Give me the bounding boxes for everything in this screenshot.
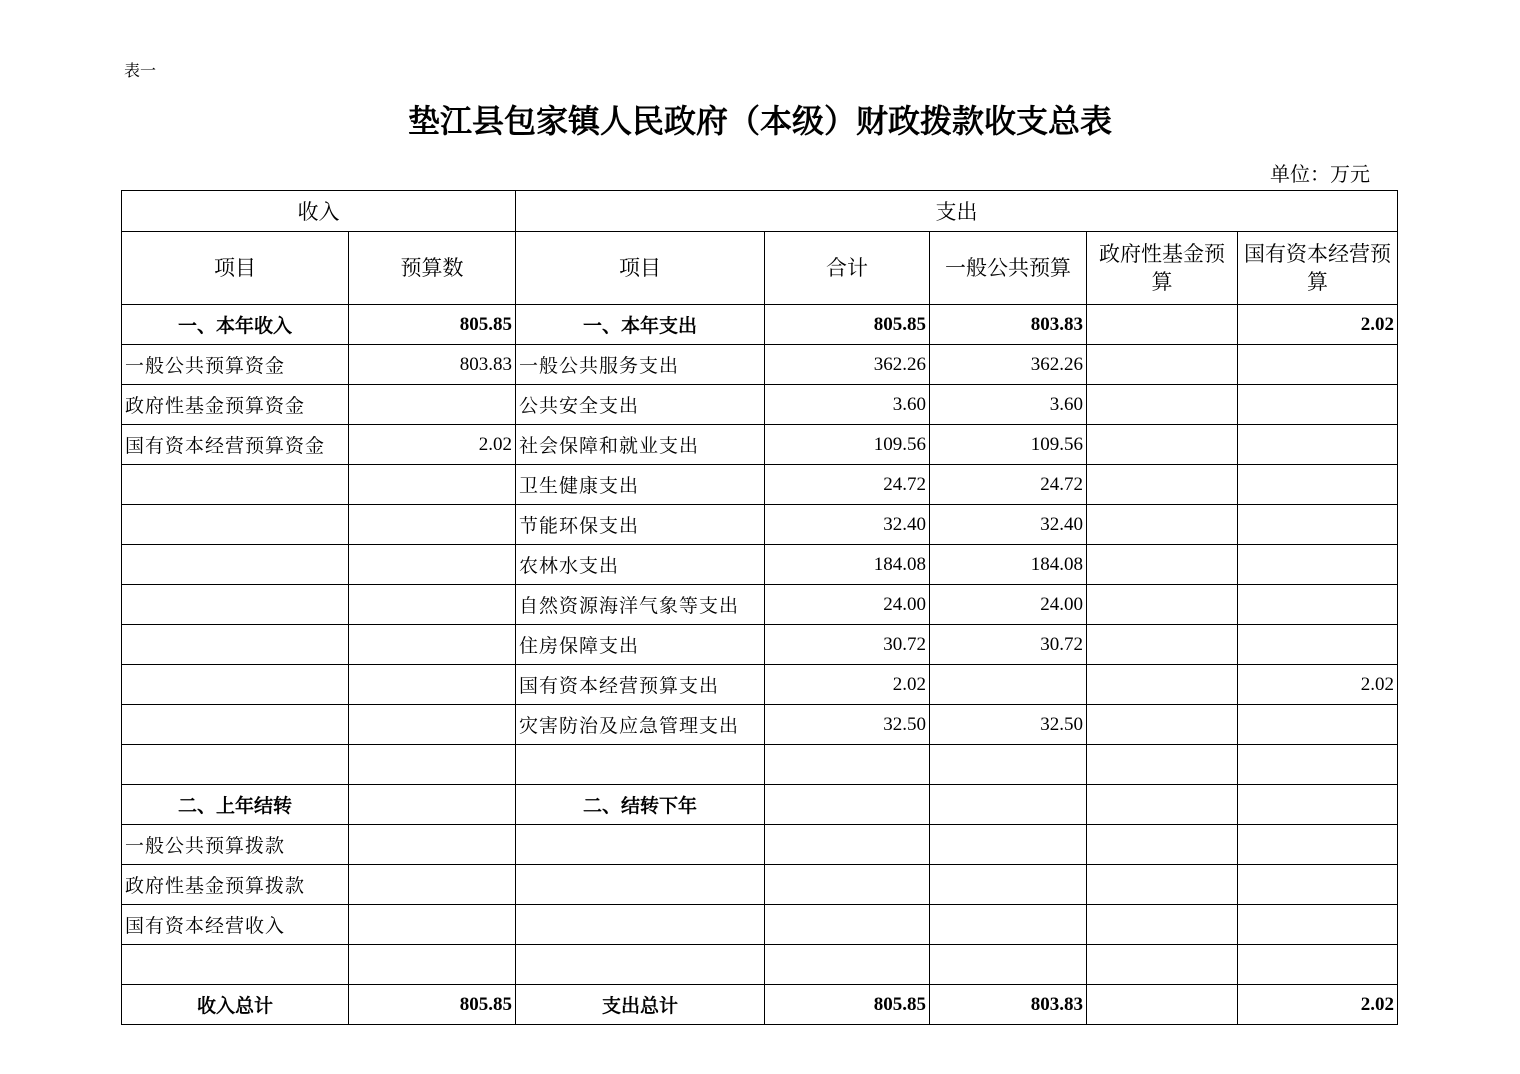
cell-expense-general: 362.26 — [930, 345, 1087, 385]
cell-income-budget — [349, 665, 516, 705]
table-row — [122, 545, 1398, 585]
cell-expense-state-capital: 2.02 — [1238, 985, 1398, 1025]
table-row — [122, 945, 1398, 985]
cell-expense-total: 30.72 — [765, 625, 930, 665]
cell-expense-item: 一般公共服务支出 — [516, 345, 765, 385]
table-row — [122, 625, 1398, 665]
cell-expense-general — [930, 945, 1087, 985]
cell-income-budget — [349, 785, 516, 825]
cell-income-budget — [349, 905, 516, 945]
cell-expense-general: 24.72 — [930, 465, 1087, 505]
col-header-expense-item: 项目 — [516, 232, 765, 305]
cell-expense-item: 一、本年支出 — [516, 305, 765, 345]
cell-expense-state-capital — [1238, 745, 1398, 785]
cell-expense-gov-fund — [1087, 785, 1238, 825]
cell-expense-state-capital — [1238, 785, 1398, 825]
cell-income-item — [122, 665, 349, 705]
cell-income-item — [122, 705, 349, 745]
section-row — [122, 785, 1398, 825]
cell-income-budget: 805.85 — [349, 985, 516, 1025]
cell-income-budget — [349, 745, 516, 785]
table-row — [122, 665, 1398, 705]
cell-income-budget — [349, 465, 516, 505]
cell-income-item: 国有资本经营预算资金 — [122, 425, 349, 465]
cell-expense-state-capital — [1238, 865, 1398, 905]
col-header-state-capital-budget: 国有资本经营预算 — [1238, 232, 1398, 305]
cell-expense-total — [765, 945, 930, 985]
cell-expense-item: 住房保障支出 — [516, 625, 765, 665]
cell-expense-gov-fund — [1087, 905, 1238, 945]
cell-income-budget: 805.85 — [349, 305, 516, 345]
cell-income-item — [122, 545, 349, 585]
cell-income-budget — [349, 945, 516, 985]
cell-expense-total — [765, 785, 930, 825]
cell-income-item — [122, 625, 349, 665]
cell-expense-state-capital — [1238, 705, 1398, 745]
cell-expense-total — [765, 825, 930, 865]
cell-income-item: 收入总计 — [122, 985, 349, 1025]
cell-expense-total: 2.02 — [765, 665, 930, 705]
cell-expense-general: 32.50 — [930, 705, 1087, 745]
cell-expense-item: 国有资本经营预算支出 — [516, 665, 765, 705]
cell-expense-state-capital: 2.02 — [1238, 305, 1398, 345]
cell-expense-state-capital: 2.02 — [1238, 665, 1398, 705]
col-header-total: 合计 — [765, 232, 930, 305]
cell-income-budget — [349, 825, 516, 865]
cell-expense-total: 24.00 — [765, 585, 930, 625]
cell-expense-total: 805.85 — [765, 985, 930, 1025]
cell-expense-gov-fund — [1087, 545, 1238, 585]
table-row — [122, 345, 1398, 385]
cell-expense-total — [765, 745, 930, 785]
cell-expense-item: 卫生健康支出 — [516, 465, 765, 505]
cell-expense-item: 社会保障和就业支出 — [516, 425, 765, 465]
table-number: 表一 — [124, 61, 157, 80]
cell-income-budget — [349, 505, 516, 545]
col-header-general-budget: 一般公共预算 — [930, 232, 1087, 305]
cell-expense-gov-fund — [1087, 425, 1238, 465]
cell-income-item: 政府性基金预算拨款 — [122, 865, 349, 905]
cell-income-budget — [349, 545, 516, 585]
cell-expense-state-capital — [1238, 385, 1398, 425]
cell-expense-gov-fund — [1087, 985, 1238, 1025]
cell-expense-gov-fund — [1087, 625, 1238, 665]
cell-expense-gov-fund — [1087, 465, 1238, 505]
cell-income-item — [122, 465, 349, 505]
cell-expense-general — [930, 665, 1087, 705]
cell-expense-item — [516, 825, 765, 865]
cell-expense-item: 支出总计 — [516, 985, 765, 1025]
cell-expense-gov-fund — [1087, 385, 1238, 425]
page-title: 垫江县包家镇人民政府（本级）财政拨款收支总表 — [407, 102, 1112, 140]
table-row — [122, 505, 1398, 545]
cell-expense-total: 32.50 — [765, 705, 930, 745]
table-row — [122, 905, 1398, 945]
cell-expense-general: 24.00 — [930, 585, 1087, 625]
cell-expense-state-capital — [1238, 465, 1398, 505]
budget-table — [121, 190, 1398, 1025]
cell-expense-general: 803.83 — [930, 985, 1087, 1025]
cell-expense-state-capital — [1238, 825, 1398, 865]
col-header-income-budget: 预算数 — [349, 232, 516, 305]
cell-expense-item — [516, 865, 765, 905]
cell-expense-gov-fund — [1087, 505, 1238, 545]
cell-income-budget — [349, 865, 516, 905]
cell-expense-item: 二、结转下年 — [516, 785, 765, 825]
cell-income-item — [122, 505, 349, 545]
table-row — [122, 825, 1398, 865]
cell-income-budget — [349, 385, 516, 425]
cell-expense-gov-fund — [1087, 345, 1238, 385]
cell-expense-total: 805.85 — [765, 305, 930, 345]
total-row — [122, 985, 1398, 1025]
col-header-gov-fund-budget: 政府性基金预算 — [1087, 232, 1238, 305]
expense-header: 支出 — [516, 191, 1398, 232]
table-body — [122, 191, 1398, 1025]
unit-label: 单位：万元 — [1270, 162, 1370, 186]
cell-expense-state-capital — [1238, 545, 1398, 585]
table-row — [122, 705, 1398, 745]
cell-expense-state-capital — [1238, 345, 1398, 385]
cell-expense-gov-fund — [1087, 865, 1238, 905]
table-row — [122, 585, 1398, 625]
cell-expense-state-capital — [1238, 905, 1398, 945]
cell-expense-total: 24.72 — [765, 465, 930, 505]
cell-income-item: 国有资本经营收入 — [122, 905, 349, 945]
cell-income-budget — [349, 585, 516, 625]
cell-expense-general — [930, 785, 1087, 825]
cell-expense-item: 灾害防治及应急管理支出 — [516, 705, 765, 745]
cell-expense-gov-fund — [1087, 745, 1238, 785]
cell-expense-state-capital — [1238, 425, 1398, 465]
cell-expense-gov-fund — [1087, 945, 1238, 985]
cell-expense-item: 节能环保支出 — [516, 505, 765, 545]
table-row — [122, 425, 1398, 465]
cell-expense-gov-fund — [1087, 585, 1238, 625]
cell-expense-total — [765, 865, 930, 905]
cell-income-budget — [349, 705, 516, 745]
cell-expense-state-capital — [1238, 945, 1398, 985]
table-row — [122, 385, 1398, 425]
income-header: 收入 — [122, 191, 516, 232]
cell-expense-gov-fund — [1087, 705, 1238, 745]
cell-income-item: 一、本年收入 — [122, 305, 349, 345]
cell-expense-item: 农林水支出 — [516, 545, 765, 585]
cell-income-item: 政府性基金预算资金 — [122, 385, 349, 425]
header-row-columns — [122, 232, 1398, 305]
cell-expense-gov-fund — [1087, 825, 1238, 865]
cell-expense-total: 32.40 — [765, 505, 930, 545]
cell-expense-general — [930, 825, 1087, 865]
cell-expense-general: 184.08 — [930, 545, 1087, 585]
cell-expense-general: 109.56 — [930, 425, 1087, 465]
cell-expense-gov-fund — [1087, 305, 1238, 345]
cell-expense-total: 3.60 — [765, 385, 930, 425]
cell-income-item: 二、上年结转 — [122, 785, 349, 825]
cell-expense-general — [930, 905, 1087, 945]
cell-income-item: 一般公共预算拨款 — [122, 825, 349, 865]
cell-expense-state-capital — [1238, 625, 1398, 665]
col-header-income-item: 项目 — [122, 232, 349, 305]
table-row — [122, 865, 1398, 905]
cell-expense-general: 3.60 — [930, 385, 1087, 425]
cell-expense-state-capital — [1238, 505, 1398, 545]
header-row-groups — [122, 191, 1398, 232]
cell-expense-general — [930, 745, 1087, 785]
cell-income-item — [122, 945, 349, 985]
cell-expense-total: 109.56 — [765, 425, 930, 465]
cell-expense-total — [765, 905, 930, 945]
cell-expense-item: 公共安全支出 — [516, 385, 765, 425]
cell-expense-total: 184.08 — [765, 545, 930, 585]
cell-income-budget: 2.02 — [349, 425, 516, 465]
cell-expense-item — [516, 905, 765, 945]
cell-expense-general — [930, 865, 1087, 905]
cell-expense-item — [516, 745, 765, 785]
cell-income-item: 一般公共预算资金 — [122, 345, 349, 385]
cell-income-budget — [349, 625, 516, 665]
section-row — [122, 305, 1398, 345]
cell-expense-total: 362.26 — [765, 345, 930, 385]
cell-expense-state-capital — [1238, 585, 1398, 625]
table-row — [122, 745, 1398, 785]
cell-income-budget: 803.83 — [349, 345, 516, 385]
cell-income-item — [122, 745, 349, 785]
cell-expense-general: 30.72 — [930, 625, 1087, 665]
cell-expense-general: 32.40 — [930, 505, 1087, 545]
cell-expense-gov-fund — [1087, 665, 1238, 705]
cell-expense-item: 自然资源海洋气象等支出 — [516, 585, 765, 625]
cell-expense-item — [516, 945, 765, 985]
cell-expense-general: 803.83 — [930, 305, 1087, 345]
table-row — [122, 465, 1398, 505]
cell-income-item — [122, 585, 349, 625]
